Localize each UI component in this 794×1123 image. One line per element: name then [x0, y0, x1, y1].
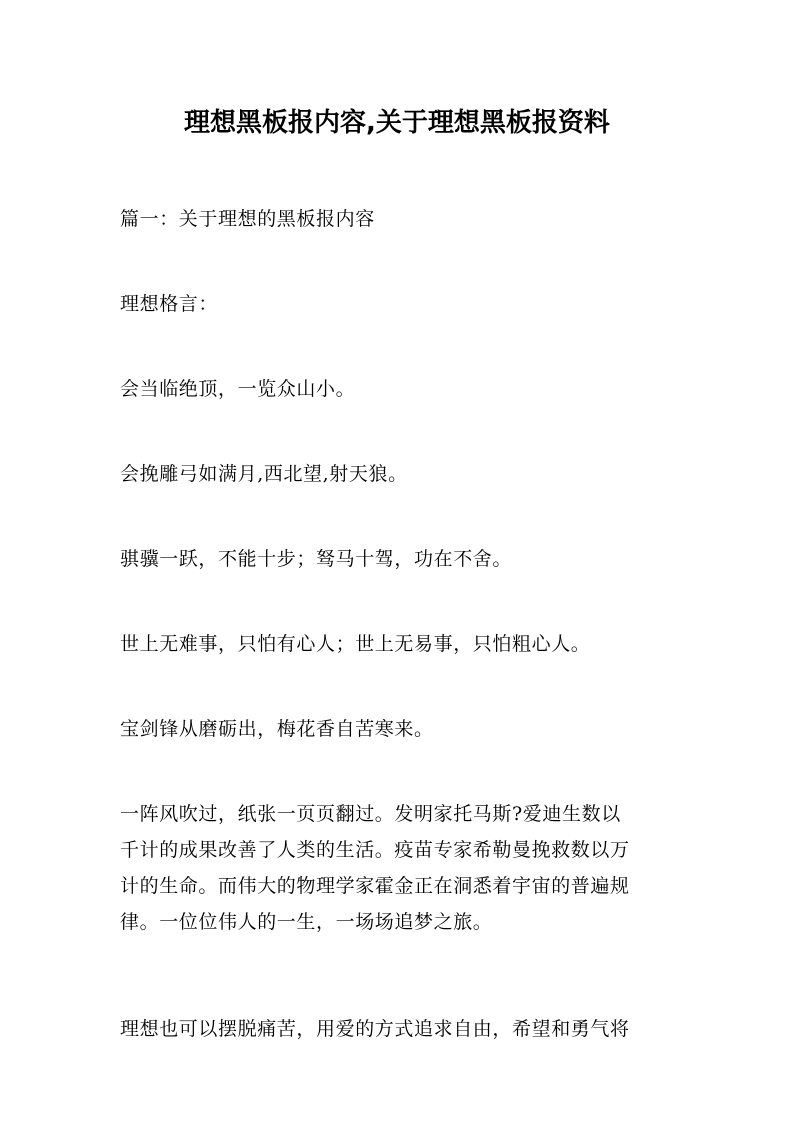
body-paragraph	[120, 796, 676, 946]
motto-line: 骐骥一跃，不能十步；驽马十驾，功在不舍。	[120, 548, 513, 570]
document-title: 理想黑板报内容,关于理想黑板报资料	[184, 108, 610, 138]
body-paragraph-line: 律。一位位伟人的一生，一场场追梦之旅。	[120, 911, 493, 933]
motto-line: 宝剑锋从磨砺出，梅花香自苦寒来。	[120, 718, 434, 740]
body-paragraph-line: 千计的成果改善了人类的生活。疫苗专家希勒曼挽救数以万	[120, 839, 630, 861]
motto-line: 会当临绝顶，一览众山小。	[120, 378, 356, 400]
motto-line: 会挽雕弓如满月,西北望,射天狼。	[120, 463, 408, 485]
motto-heading: 理想格言：	[120, 293, 219, 315]
motto-line: 世上无难事，只怕有心人；世上无易事，只怕粗心人。	[120, 633, 591, 655]
section-heading: 篇一：关于理想的黑板报内容	[120, 208, 375, 230]
body-paragraph-line: 计的生命。而伟大的物理学家霍金正在洞悉着宇宙的普遍规	[120, 875, 630, 897]
body-paragraph-line: 一阵风吹过，纸张一页页翻过。发明家托马斯?爱迪生数以	[120, 803, 621, 825]
body-paragraph-continued: 理想也可以摆脱痛苦，用爱的方式追求自由，希望和勇气将	[120, 1018, 630, 1040]
